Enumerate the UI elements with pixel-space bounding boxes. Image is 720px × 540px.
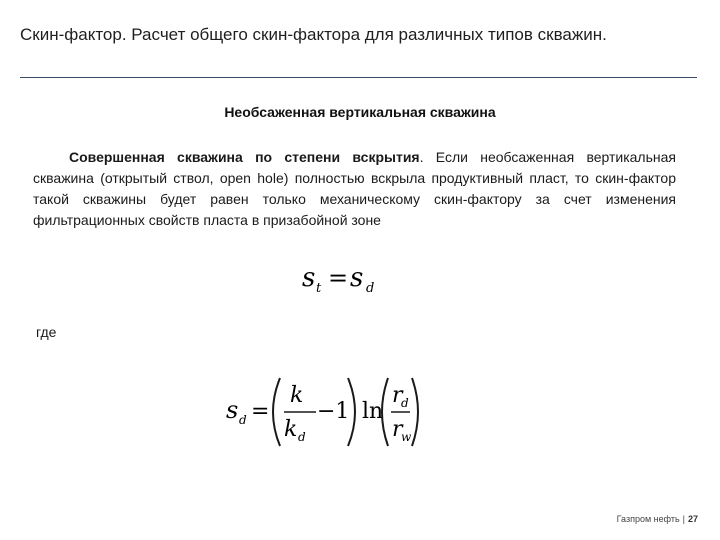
formula1-lhs: s bbox=[302, 263, 316, 293]
formula-mechanical-skin bbox=[226, 372, 422, 452]
formula1-equals: = bbox=[328, 264, 349, 292]
slide-title: Скин-фактор. Расчет общего скин-фактора для различных типов скважин. bbox=[20, 25, 607, 44]
body-paragraph bbox=[33, 147, 676, 231]
where-label: где bbox=[36, 324, 57, 340]
formula1-rhs: s bbox=[350, 263, 364, 293]
left-paren-1 bbox=[273, 378, 280, 446]
frac2-denominator: r bbox=[392, 417, 403, 442]
frac2-denominator-sub: w bbox=[401, 430, 412, 444]
frac2-numerator-sub: d bbox=[401, 396, 409, 410]
paragraph-lead: Совершенная скважина по степени вскрытия bbox=[69, 149, 420, 165]
slide-footer bbox=[617, 514, 698, 524]
minus-one: −1 bbox=[317, 399, 350, 424]
footer-separator: | bbox=[682, 514, 685, 524]
formula1-lhs-sub: t bbox=[316, 281, 322, 296]
footer-company: Газпром нефть bbox=[616, 514, 680, 524]
ln-operator: ln bbox=[362, 399, 384, 424]
left-paren-2 bbox=[382, 378, 388, 446]
formula1-rhs-sub: d bbox=[366, 281, 375, 296]
frac1-denominator: k bbox=[284, 417, 298, 442]
frac1-denominator-sub: d bbox=[298, 430, 306, 444]
title-divider bbox=[20, 77, 697, 78]
right-paren-2 bbox=[412, 378, 418, 446]
paragraph-text: . Если необсаженная вертикальная скважина (открытый ствол, open hole) полностью вскрыла продуктивный пласт, то скин-фактор такой скважины будет равен только механическому скин-фактору за счет изменения фильтрационных свойств пласта в призабойной зоне bbox=[33, 149, 676, 228]
formula2-lhs-sub: d bbox=[239, 413, 247, 427]
frac1-numerator: k bbox=[290, 383, 304, 408]
formula2-equals: = bbox=[251, 399, 270, 424]
footer-page-number: 27 bbox=[687, 514, 698, 524]
section-subtitle: Необсаженная вертикальная скважина bbox=[224, 104, 496, 120]
formula2-lhs: s bbox=[226, 396, 239, 424]
formula-skin-total bbox=[300, 262, 386, 298]
frac2-numerator: r bbox=[392, 383, 403, 408]
